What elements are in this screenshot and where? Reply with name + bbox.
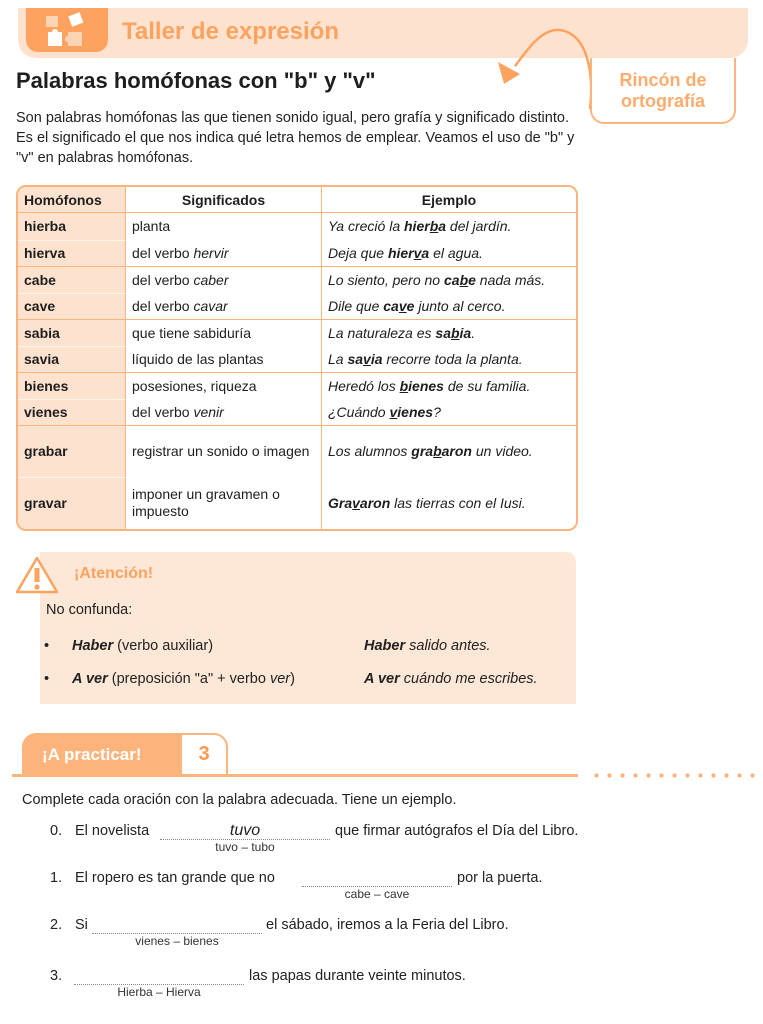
example-pre: La naturaleza es (328, 324, 436, 341)
example (322, 293, 576, 320)
meaning-italic: hervir (193, 244, 229, 261)
example-underlined-letter: v (352, 494, 360, 511)
example-post: de su familia. (443, 377, 531, 394)
meaning-text: del verbo (132, 297, 194, 314)
question-before: Si (75, 917, 88, 933)
answer-blank-2[interactable] (92, 918, 262, 934)
dotted-divider (590, 773, 760, 778)
term: Haber (72, 638, 114, 654)
example-bold-2: e (406, 297, 415, 314)
practice-label: ¡A practicar! (42, 745, 142, 764)
question-before: El novelista (75, 823, 150, 839)
homophone-word: grabar (18, 425, 126, 477)
example-bold-1: sa (347, 350, 364, 367)
example-term: Haber (364, 638, 406, 654)
section-title: Taller de expresión (122, 18, 339, 45)
meaning (126, 213, 322, 240)
meaning-text: registrar un sonido o imagen (132, 443, 310, 459)
question-number: 1. (50, 870, 63, 886)
homophone-word: hierba (18, 213, 126, 240)
table-row (18, 425, 576, 477)
answer-options-3: Hierba – Hierva (117, 985, 201, 999)
example-underlined-letter: v (363, 350, 371, 367)
question-after: el sábado, iremos a la Feria del Libro. (266, 917, 509, 933)
intro-paragraph: Son palabras homófonas las que tienen sonido igual, pero grafía y significado distinto. Es el significado el que nos indica qué letra hemos de emplear. Veamos el uso de "b" y "v" en palabras homófonas. (16, 110, 575, 166)
example-bold-2: aron (359, 494, 391, 511)
warning-icon (14, 555, 60, 595)
table-row (18, 213, 576, 240)
example-bold-1: gra (411, 443, 434, 459)
corner-badge-label (600, 70, 726, 112)
example-post: del jardín. (446, 218, 512, 235)
example-post: . (471, 324, 476, 341)
practice-instruction: Complete cada oración con la palabra adecuada. Tiene un ejemplo. (22, 792, 457, 808)
example (322, 240, 576, 267)
table-row (18, 240, 576, 267)
meaning (126, 319, 322, 346)
example-underlined-letter: b (450, 324, 460, 341)
desc-italic: ver (269, 671, 291, 687)
table-header-row (18, 187, 576, 213)
meaning-text: líquido de las plantas (132, 350, 264, 367)
example-bold-2: aron (441, 443, 472, 459)
homophone-word: cabe (18, 266, 126, 293)
answer-blank-1[interactable] (302, 871, 452, 887)
example-underlined-letter: b (429, 218, 439, 235)
example-bold-2: e (468, 271, 476, 288)
example-post: nada más. (475, 271, 546, 288)
example-underlined-letter: v (398, 297, 407, 314)
meaning-italic: caber (193, 271, 229, 288)
example-underlined-letter: b (459, 271, 469, 288)
answer-text: tuvo (229, 822, 261, 839)
example-pre: La (328, 350, 348, 367)
example (322, 319, 576, 346)
table-row (18, 266, 576, 293)
corner-label-line1: Rincón de (619, 70, 707, 90)
table-row (18, 477, 576, 529)
example-rest: salido antes. (405, 638, 491, 654)
example-post: las tierras con el Iusi. (390, 494, 526, 511)
attention-item-desc (72, 638, 213, 654)
attention-item-desc (72, 671, 295, 687)
example-bold-1: sa (435, 324, 451, 341)
meaning-text: imponer un gravamen o impuesto (132, 486, 280, 519)
question-after: que firmar autógrafos el Día del Libro. (335, 823, 579, 839)
meaning-italic: cavar (193, 297, 228, 314)
header-homofonos: Homófonos (18, 187, 126, 213)
example-bold-2: ienes (397, 403, 434, 420)
homophone-word: hierva (18, 240, 126, 267)
example (322, 425, 576, 477)
question-number: 2. (50, 917, 63, 933)
answer-blank-3[interactable] (74, 969, 244, 985)
bullet: • (44, 671, 50, 687)
example-bold-1: hier (404, 218, 430, 235)
desc: (verbo auxiliar) (113, 638, 214, 654)
example-pre: ¿Cuándo (328, 403, 390, 420)
meaning (126, 346, 322, 373)
example-post: ? (433, 403, 441, 420)
example (322, 399, 576, 426)
question-after: por la puerta. (457, 870, 543, 886)
example-pre: Los alumnos (328, 443, 412, 459)
example-bold-2: a (421, 244, 430, 261)
desc: (preposición "a" + verbo (107, 671, 270, 687)
homophone-word: bienes (18, 372, 126, 399)
meaning (126, 293, 322, 320)
example-rest: cuándo me escribes. (399, 671, 538, 687)
divider-line (12, 774, 578, 777)
example (322, 346, 576, 373)
table-row (18, 346, 576, 373)
example-bold-2: ia (459, 324, 472, 341)
question-after: las papas durante veinte minutos. (249, 968, 466, 984)
homophone-word: vienes (18, 399, 126, 426)
desc-end: ) (290, 671, 295, 687)
homophone-word: gravar (18, 477, 126, 529)
homophone-word: savia (18, 346, 126, 373)
meaning-italic: venir (193, 403, 224, 420)
corner-label-line2: ortografía (620, 91, 705, 111)
example-post: junto al cerco. (414, 297, 506, 314)
example-underlined-letter: b (399, 377, 409, 394)
meaning (126, 425, 322, 477)
table-row (18, 372, 576, 399)
example-pre: Deja que (328, 244, 388, 261)
example-bold-2: ienes (408, 377, 444, 394)
term: A ver (72, 671, 108, 687)
header-ejemplo: Ejemplo (322, 187, 576, 213)
answer-blank-0[interactable] (160, 824, 330, 840)
example-underlined-letter: v (413, 244, 422, 261)
meaning (126, 266, 322, 293)
example-bold-2: ia (370, 350, 383, 367)
example (322, 213, 576, 240)
example (322, 266, 576, 293)
meaning (126, 240, 322, 267)
example-underlined-letter: b (433, 443, 442, 459)
example-underlined-letter: v (389, 403, 398, 420)
table-row (18, 399, 576, 426)
homophone-word: cave (18, 293, 126, 320)
example-pre: Ya creció la (328, 218, 404, 235)
puzzle-icon (26, 8, 108, 52)
homophone-word: sabia (18, 319, 126, 346)
example-bold-1: ca (443, 271, 460, 288)
meaning-text: del verbo (132, 403, 194, 420)
meaning (126, 477, 322, 529)
table-row (18, 293, 576, 320)
example (322, 477, 576, 529)
question-before: El ropero es tan grande que no (75, 870, 275, 886)
example-pre: Lo siento, pero no (328, 271, 444, 288)
meaning-text: del verbo (132, 271, 194, 288)
example-post: recorre toda la planta. (382, 350, 523, 367)
answer-options-0: tuvo – tubo (215, 840, 275, 854)
example-term: A ver (364, 671, 400, 687)
meaning-text: que tiene sabiduría (132, 324, 252, 341)
practice-number: 3 (198, 743, 210, 765)
meaning-text: del verbo (132, 244, 194, 261)
meaning (126, 372, 322, 399)
example-bold-2: a (438, 218, 447, 235)
header-significados: Significados (126, 187, 322, 213)
example-bold-1: hier (387, 244, 414, 261)
answer-options-2: vienes – bienes (135, 934, 219, 948)
example-post: el agua. (429, 244, 483, 261)
homophones-table (16, 185, 578, 531)
attention-item-example (364, 671, 538, 687)
question-number: 3. (50, 968, 63, 984)
example-bold-1: ca (383, 297, 399, 314)
question-number: 0. (50, 823, 63, 839)
example-pre: Dile que (328, 297, 384, 314)
attention-title: ¡Atención! (74, 565, 154, 582)
meaning-text: planta (132, 218, 171, 235)
page-title: Palabras homófonas con "b" y "v" (16, 68, 376, 93)
table-row (18, 319, 576, 346)
meaning (126, 399, 322, 426)
attention-item-example (364, 638, 491, 654)
answer-options-1: cabe – cave (344, 887, 410, 901)
attention-subtitle: No confunda: (46, 602, 133, 618)
example-bold-1: Gra (328, 494, 353, 511)
meaning-text: posesiones, riqueza (132, 377, 257, 394)
bullet: • (44, 638, 50, 654)
curved-arrow-icon (490, 14, 600, 114)
example-pre: Heredó los (328, 377, 400, 394)
example (322, 372, 576, 399)
example-post: un video. (471, 443, 533, 459)
